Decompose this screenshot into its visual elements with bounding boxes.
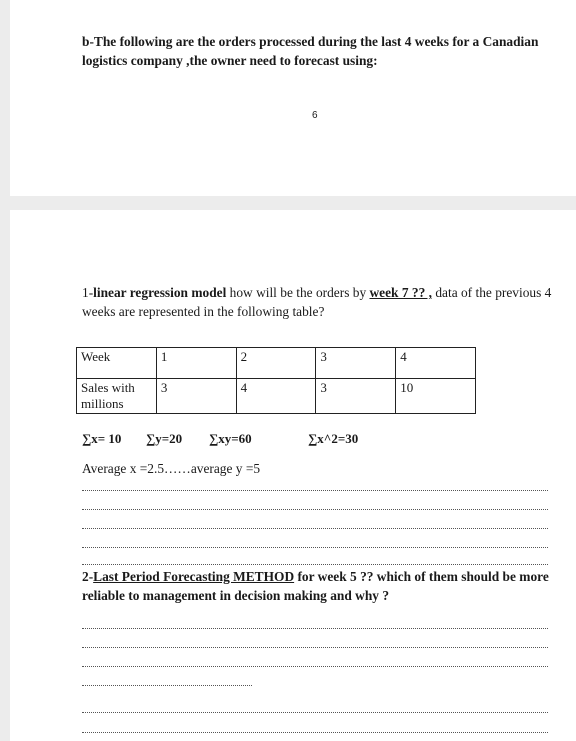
table-cell: Sales with millions (77, 379, 157, 414)
page-2 (10, 210, 576, 741)
sum-xy: ∑xy=60 (209, 431, 252, 446)
table-cell: 2 (236, 348, 316, 379)
table-row (77, 348, 476, 379)
sum-y: ∑y=20 (146, 431, 183, 446)
question-2 (82, 567, 562, 605)
table-cell: 3 (316, 348, 396, 379)
question-2-number: 2- (82, 569, 94, 584)
table-cell: 3 (316, 379, 396, 414)
answer-line (82, 490, 548, 491)
question-1-text-a: how will be the orders by (226, 285, 370, 300)
answer-line (82, 666, 548, 667)
answer-line (82, 547, 548, 548)
answer-line (82, 509, 548, 510)
question-1-model: linear regression model (93, 285, 227, 300)
question-2-title: Last Period Forecasting METHOD (93, 569, 295, 584)
table-row (77, 379, 476, 414)
page-1 (10, 0, 576, 196)
question-b-text: b-The following are the orders processed during the last 4 weeks for a Canadian logistics company ,the owner need to forecast using: (82, 34, 539, 68)
answer-line (82, 732, 548, 733)
average-line: Average x =2.5……average y =5 (82, 461, 261, 476)
question-1-target: week 7 ?? , (369, 285, 432, 300)
answer-line (82, 712, 548, 713)
sum-x-squared: ∑x^2=30 (308, 431, 359, 446)
table-cell: 1 (156, 348, 236, 379)
page-number: 6 (312, 110, 318, 121)
answer-line (82, 647, 548, 648)
data-table (76, 347, 476, 414)
table-cell: Week (77, 348, 157, 379)
sum-x: ∑x= 10 (82, 431, 122, 446)
table-cell: 10 (396, 379, 476, 414)
table-cell: 3 (156, 379, 236, 414)
answer-line (82, 628, 548, 629)
question-1 (82, 283, 558, 321)
answer-line (82, 528, 548, 529)
question-1-number: 1- (82, 285, 94, 300)
answer-line (82, 564, 548, 565)
question-2-text: for week 5 ?? which of them should be more reliable to management in decision making and why ? (82, 569, 549, 603)
answer-line (82, 685, 252, 686)
question-1-text-b: data of the previous 4 weeks are represented in the following table? (82, 285, 552, 319)
table-cell: 4 (396, 348, 476, 379)
table-cell: 4 (236, 379, 316, 414)
